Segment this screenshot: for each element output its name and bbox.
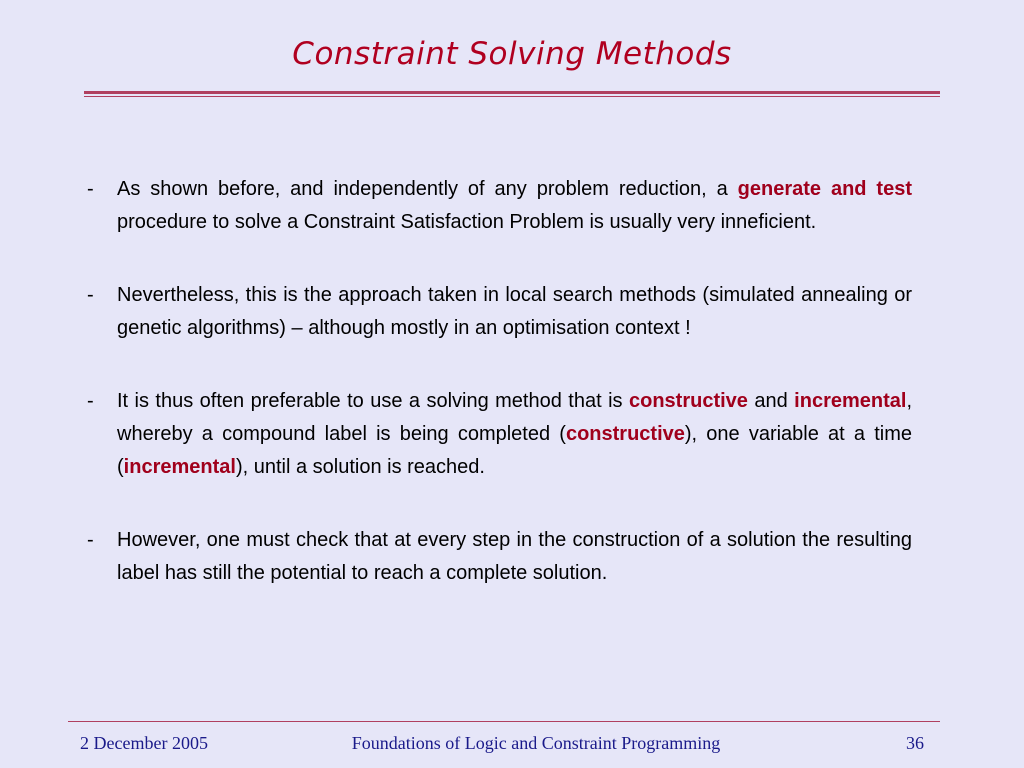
slide-title: Constraint Solving Methods xyxy=(292,36,732,72)
bullet-text: ), one variable at a time ( xyxy=(117,423,912,478)
bullet-check-potential xyxy=(84,524,912,590)
emphasis-generate-and-test: generate and test xyxy=(737,178,913,200)
bullet-text: However, one must check that at every step in the construction of a solution the resulting label has still the potential to reach a complete solution. xyxy=(117,529,912,584)
title-divider-thick xyxy=(84,91,940,94)
bullet-text: It is thus often preferable to use a solving method that is xyxy=(117,390,629,412)
bullet-text: and xyxy=(747,390,795,412)
footer-divider xyxy=(68,721,940,722)
title-divider-thin xyxy=(84,96,940,97)
footer-date: 2 December 2005 xyxy=(80,733,208,753)
bullet-list xyxy=(84,173,912,630)
footer-course-title: Foundations of Logic and Constraint Programming xyxy=(351,733,721,753)
bullet-dash: - xyxy=(87,529,94,551)
bullet-local-search xyxy=(84,279,912,345)
bullet-text: ), until a solution is reached. xyxy=(235,456,485,478)
emphasis-constructive: constructive xyxy=(565,423,685,445)
emphasis-incremental: incremental xyxy=(123,456,236,478)
bullet-generate-and-test xyxy=(84,173,912,239)
footer-page-number: 36 xyxy=(906,733,924,753)
emphasis-incremental: incremental xyxy=(794,390,907,412)
bullet-text: Nevertheless, this is the approach taken in local search methods (simulated annealing or genetic algorithms) – although mostly in an optimisation context ! xyxy=(117,284,912,339)
bullet-text: As shown before, and independently of any problem reduction, a xyxy=(117,178,738,200)
bullet-text: procedure to solve a Constraint Satisfaction Problem is usually very inneficient. xyxy=(117,211,817,233)
bullet-constructive-incremental xyxy=(84,385,912,484)
bullet-dash: - xyxy=(87,390,94,412)
bullet-dash: - xyxy=(87,284,94,306)
bullet-text: , whereby a compound label is being completed ( xyxy=(117,390,912,445)
bullet-dash: - xyxy=(87,178,94,200)
emphasis-constructive: constructive xyxy=(628,390,748,412)
